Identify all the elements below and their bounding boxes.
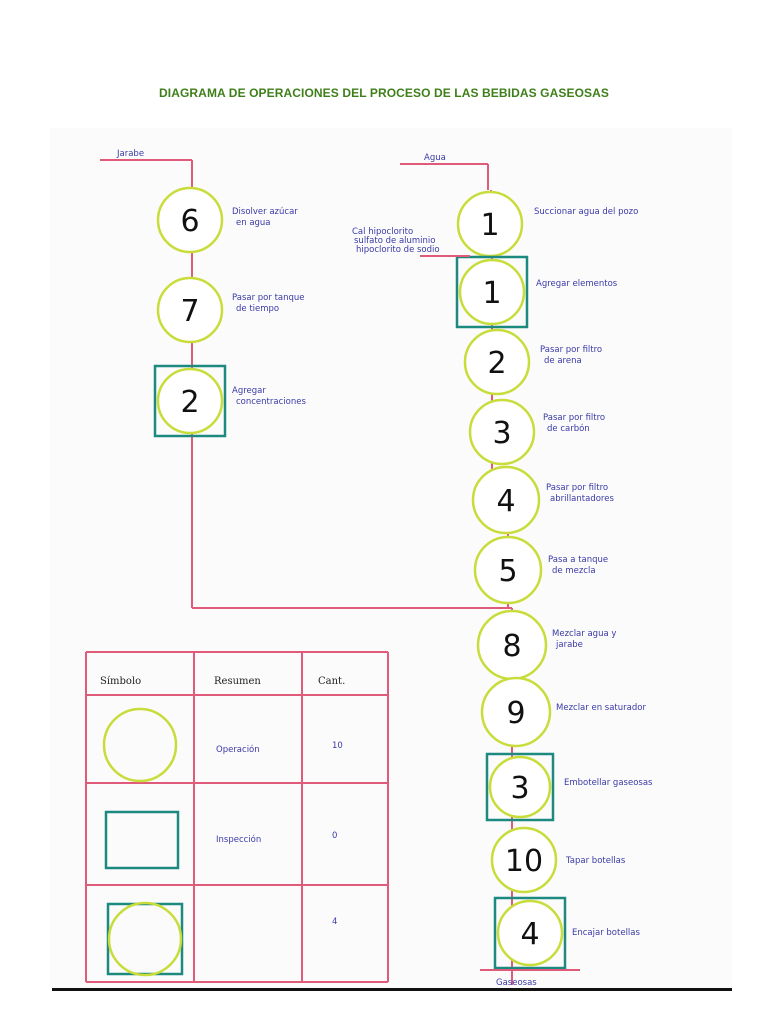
square-symbol	[106, 812, 178, 868]
step-label: Tapar botellas	[566, 856, 626, 866]
merged-step-4-combined	[495, 898, 565, 968]
step-number: 4	[496, 484, 516, 519]
step-label: Agregar	[232, 386, 266, 396]
step-label: de tiempo	[236, 304, 280, 314]
step-label: Mezclar agua y	[552, 629, 617, 639]
side-note-line: sulfato de aluminio	[354, 236, 436, 246]
step-number: 2	[180, 385, 200, 420]
step-label: Agregar elementos	[536, 279, 618, 289]
merged-step-10	[492, 828, 556, 892]
step-label: concentraciones	[236, 397, 306, 407]
combined-symbol	[108, 903, 182, 975]
step-number: 6	[180, 204, 200, 239]
step-label: de arena	[544, 356, 582, 366]
merged-step-3-combined	[487, 754, 553, 820]
water-step-2	[465, 330, 529, 394]
gaseosas-label: Gaseosas	[496, 978, 537, 988]
jarabe-label: Jarabe	[117, 149, 145, 159]
step-number: 3	[510, 771, 530, 806]
summary-table	[86, 652, 388, 982]
step-number: 9	[506, 696, 526, 731]
merged-step-9	[482, 678, 550, 746]
summary-label: Inspección	[216, 835, 262, 845]
step-label: Pasar por filtro	[546, 483, 609, 493]
agua-label: Agua	[424, 153, 446, 163]
water-step-1-combined	[457, 257, 527, 327]
table-header-1: Resumen	[214, 676, 261, 687]
step-label: Succionar agua del pozo	[534, 207, 639, 217]
step-label: Pasa a tanque	[548, 555, 609, 565]
water-step-4	[473, 467, 539, 533]
step-number: 7	[180, 294, 200, 329]
step-number: 1	[480, 208, 500, 243]
step-label: jarabe	[556, 640, 583, 650]
page-title: DIAGRAMA DE OPERACIONES DEL PROCESO DE LAS BEBIDAS GASEOSAS	[159, 86, 609, 100]
summary-count: 10	[332, 741, 343, 751]
step-label: Pasar por tanque	[232, 293, 305, 303]
side-note-line: Cal hipoclorito	[352, 227, 414, 237]
water-step-1	[458, 192, 522, 256]
step-label: Pasar por filtro	[540, 345, 603, 355]
step-number: 2	[487, 346, 507, 381]
summary-count: 0	[332, 831, 338, 841]
syrup-step-6	[158, 188, 222, 252]
circle-symbol	[104, 709, 176, 781]
syrup-step-7	[158, 278, 222, 342]
step-number: 8	[502, 629, 522, 664]
step-number: 1	[482, 276, 502, 311]
summary-label: Operación	[216, 745, 260, 755]
table-header-0: Símbolo	[100, 676, 142, 687]
merged-step-8	[478, 611, 546, 679]
step-label: abrillantadores	[550, 494, 614, 504]
summary-count: 4	[332, 917, 338, 927]
combined-circle	[109, 903, 181, 975]
syrup-step-2	[155, 366, 225, 436]
step-label: de carbón	[547, 424, 590, 434]
water-step-3	[470, 400, 534, 464]
step-number: 4	[520, 917, 540, 952]
step-label: Encajar botellas	[572, 928, 640, 938]
step-label: Pasar por filtro	[543, 413, 606, 423]
step-label: en agua	[236, 218, 271, 228]
step-label: Embotellar gaseosas	[564, 778, 653, 788]
step-number: 5	[498, 554, 518, 589]
step-label: Mezclar en saturador	[556, 703, 646, 713]
step-label: de mezcla	[552, 566, 596, 576]
water-step-5	[475, 537, 541, 603]
step-number: 3	[492, 416, 512, 451]
step-number: 10	[504, 844, 544, 879]
side-note-line: hipoclorito de sodio	[356, 245, 440, 255]
table-header-2: Cant.	[318, 676, 346, 687]
step-label: Disolver azúcar	[232, 207, 298, 217]
bottom-rule	[52, 988, 732, 991]
